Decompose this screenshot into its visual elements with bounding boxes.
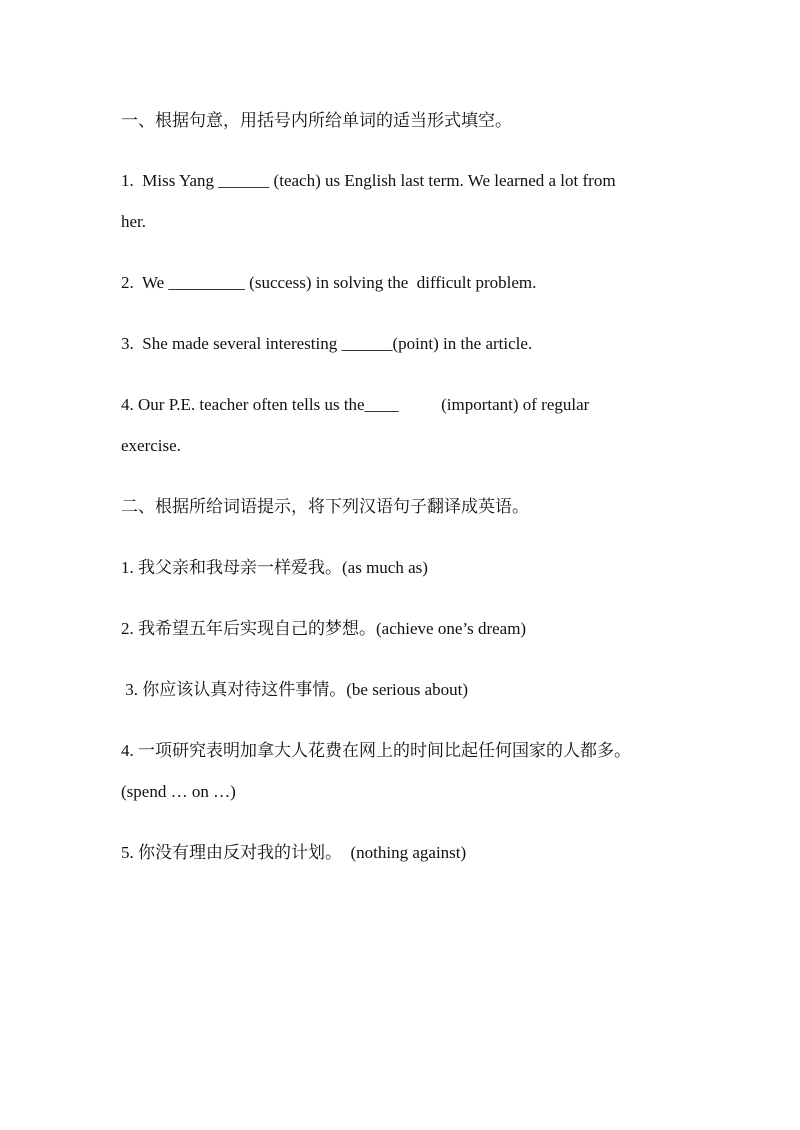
s1-question-4-line2: exercise.	[121, 436, 181, 455]
s2-question-4-line1: 4. 一项研究表明加拿大人花费在网上的时间比起任何国家的人都多。	[121, 741, 631, 760]
s2-question-3: 3. 你应该认真对待这件事情。(be serious about)	[121, 680, 469, 699]
s2-question-4-line2: (spend … on …)	[121, 782, 236, 801]
section1-heading: 一、根据句意，用括号内所给单词的适当形式填空。	[121, 111, 512, 130]
s1-question-2: 2. We _________ (success) in solving the difficult problem.	[121, 273, 537, 292]
s2-question-1: 1. 我父亲和我母亲一样爱我。(as much as)	[121, 558, 428, 577]
s2-question-5: 5. 你没有理由反对我的计划。 (nothing against)	[121, 843, 467, 862]
s2-question-2: 2. 我希望五年后实现自己的梦想。(achieve one’s dream)	[121, 619, 527, 638]
section2-heading: 二、根据所给词语提示，将下列汉语句子翻译成英语。	[121, 497, 529, 516]
s1-question-3: 3. She made several interesting ______(point) in the article.	[121, 334, 533, 353]
s1-question-1-line1: 1. Miss Yang ______ (teach) us English last term. We learned a lot from	[121, 171, 616, 190]
s1-question-4-line1: 4. Our P.E. teacher often tells us the____ (important) of regular	[121, 395, 590, 414]
s1-question-1-line2: her.	[121, 212, 147, 231]
